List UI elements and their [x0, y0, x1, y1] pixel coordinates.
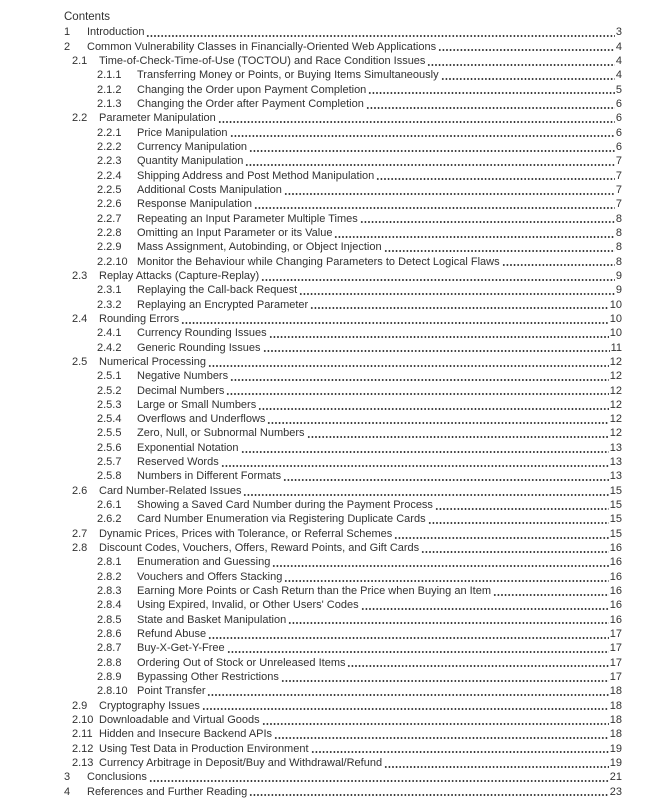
toc-leader-dots: [230, 379, 609, 381]
toc-entry: [64, 398, 622, 412]
toc-entry-number: 2.2.5: [97, 183, 122, 196]
toc-entry-title: Point Transfer: [137, 685, 206, 698]
toc-entry: [64, 656, 622, 670]
toc-entry-page: 12: [609, 398, 622, 411]
toc-leader-dots: [310, 307, 609, 309]
toc-entry-page: 17: [609, 642, 622, 655]
toc-entry: [64, 68, 622, 82]
toc-entry: [64, 441, 622, 455]
toc-entry-page: 13: [609, 470, 622, 483]
toc-entry-page: 23: [609, 785, 622, 798]
toc-entry: [64, 83, 622, 97]
toc-entry: [64, 97, 622, 111]
toc-leader-dots: [394, 537, 609, 539]
toc-entry-title: Transferring Money or Points, or Buying Items Simultaneously: [137, 69, 439, 82]
toc-entry-number: 2.2.2: [97, 140, 122, 153]
toc-leader-dots: [384, 250, 615, 252]
toc-entry-page: 5: [615, 83, 622, 96]
toc-entry-title: References and Further Reading: [87, 785, 248, 798]
toc-entry: [64, 484, 622, 498]
toc-leader-dots: [241, 451, 609, 453]
toc-entry-page: 4: [615, 69, 622, 82]
toc-leader-dots: [243, 494, 608, 496]
toc-leader-dots: [493, 594, 609, 596]
toc-entry-number: 2.8.9: [97, 671, 122, 684]
toc-entry-number: 2.4: [72, 312, 88, 325]
toc-leader-dots: [427, 64, 614, 66]
toc-entry-number: 2.6: [72, 484, 88, 497]
toc-entry: [64, 212, 622, 226]
toc-entry-page: 12: [609, 384, 622, 397]
toc-entry-page: 7: [615, 155, 622, 168]
toc-entry-number: 2.5.6: [97, 441, 122, 454]
toc-leader-dots: [347, 665, 608, 667]
toc-leader-dots: [435, 508, 609, 510]
toc-entry-title: Numbers in Different Formats: [137, 470, 282, 483]
toc-entry: [64, 713, 622, 727]
toc-entry-title: Vouchers and Offers Stacking: [137, 570, 283, 583]
toc-entry-page: 12: [609, 355, 622, 368]
toc-entry: [64, 527, 622, 541]
toc-entry-page: 15: [609, 499, 622, 512]
toc-entry-page: 21: [609, 771, 622, 784]
toc-entry-number: 2.5.5: [97, 427, 122, 440]
toc-entry-title: Reserved Words: [137, 456, 219, 469]
toc-entry-title: Currency Rounding Issues: [137, 327, 267, 340]
toc-leader-dots: [288, 622, 609, 624]
toc-entry-page: 13: [609, 456, 622, 469]
toc-entry-page: 12: [609, 413, 622, 426]
toc-leader-dots: [307, 436, 609, 438]
toc-entry-title: Enumeration and Guessing: [137, 556, 271, 569]
toc-leader-dots: [208, 637, 609, 639]
toc-leader-dots: [181, 322, 609, 324]
toc-entry: [64, 727, 622, 741]
toc-leader-dots: [274, 737, 609, 739]
toc-entry: [64, 455, 622, 469]
toc-entry: [64, 25, 622, 39]
toc-entry-number: 2.5.4: [97, 413, 122, 426]
toc-entry-page: 9: [615, 284, 622, 297]
toc-entry: [64, 384, 622, 398]
toc-entry-title: Dynamic Prices, Prices with Tolerance, or Referral Schemes: [99, 527, 393, 540]
toc-entry-title: Refund Abuse: [137, 628, 207, 641]
toc-entry-page: 9: [615, 269, 622, 282]
toc-entry: [64, 512, 622, 526]
toc-entry: [64, 140, 622, 154]
toc-entry-title: Buy-X-Get-Y-Free: [137, 642, 225, 655]
toc-leader-dots: [249, 150, 615, 152]
toc-entry: [64, 584, 622, 598]
toc-entry-page: 3: [615, 26, 622, 39]
toc-entry-title: Bypassing Other Restrictions: [137, 671, 279, 684]
toc-entry-number: 2.5.7: [97, 456, 122, 469]
toc-entry-page: 16: [609, 570, 622, 583]
toc-entry-page: 16: [609, 599, 622, 612]
toc-entry: [64, 412, 622, 426]
toc-entry-number: 2.2.1: [97, 126, 122, 139]
toc-entry-page: 8: [615, 255, 622, 268]
toc-entry: [64, 742, 622, 756]
toc-leader-dots: [245, 164, 614, 166]
toc-entry: [64, 426, 622, 440]
toc-entry-number: 2.5.3: [97, 398, 122, 411]
toc-entry-number: 3: [64, 771, 71, 784]
toc-entry-number: 2.6.2: [97, 513, 122, 526]
toc-leader-dots: [360, 221, 615, 223]
toc-leader-dots: [283, 479, 609, 481]
toc-entry-title: Cryptography Issues: [99, 699, 200, 712]
toc-entry-title: Showing a Saved Card Number during the Payment Process: [137, 499, 433, 512]
toc-entry-title: Decimal Numbers: [137, 384, 225, 397]
toc-entry: [64, 269, 622, 283]
toc-entry-title: Shipping Address and Post Method Manipulation: [137, 169, 375, 182]
toc-entry-number: 2.8: [72, 542, 88, 555]
toc-leader-dots: [227, 651, 609, 653]
toc-entry-title: Common Vulnerability Classes in Financially-Oriented Web Applications: [87, 40, 437, 53]
toc-entry-title: Earning More Points or Cash Return than the Price when Buying an Item: [137, 585, 492, 598]
toc-entry: [64, 598, 622, 612]
toc-leader-dots: [221, 465, 609, 467]
toc-entry-number: 2.1.1: [97, 69, 122, 82]
toc-entry-page: 8: [615, 226, 622, 239]
toc-entry: [64, 684, 622, 698]
toc-leader-dots: [438, 49, 615, 51]
toc-leader-dots: [249, 794, 609, 796]
toc-entry-title: Overflows and Underflows: [137, 413, 266, 426]
toc-entry: [64, 369, 622, 383]
toc-entry-title: Exponential Notation: [137, 441, 239, 454]
toc-entry-page: 16: [609, 556, 622, 569]
toc-entry-number: 2.2.6: [97, 198, 122, 211]
toc-entry-page: 17: [609, 671, 622, 684]
toc-entry-number: 2.10: [72, 714, 94, 727]
toc-entry-title: Hidden and Insecure Backend APIs: [99, 728, 273, 741]
toc-leader-dots: [272, 565, 608, 567]
toc-leader-dots: [311, 751, 609, 753]
toc-entry-title: Using Expired, Invalid, or Other Users' Codes: [137, 599, 359, 612]
toc-entry: [64, 154, 622, 168]
toc-entry: [64, 54, 622, 68]
toc-entry-page: 15: [609, 527, 622, 540]
toc-entry-page: 8: [615, 212, 622, 225]
toc-entry-number: 2: [64, 40, 71, 53]
toc-entry-title: Price Manipulation: [137, 126, 228, 139]
toc-entry-title: Currency Arbitrage in Deposit/Buy and Withdrawal/Refund: [99, 757, 383, 770]
toc-entry-page: 16: [609, 613, 622, 626]
toc-entry-number: 2.2.3: [97, 155, 122, 168]
toc-entry-number: 2.2.8: [97, 226, 122, 239]
toc-leader-dots: [384, 766, 609, 768]
toc-entry-number: 2.8.4: [97, 599, 122, 612]
toc-entry-title: Repeating an Input Parameter Multiple Times: [137, 212, 358, 225]
toc-entry-number: 2.5.2: [97, 384, 122, 397]
toc-entry-title: Monitor the Behaviour while Changing Parameters to Detect Logical Flaws: [137, 255, 500, 268]
toc-entry-number: 2.9: [72, 699, 88, 712]
toc-entry-number: 2.2.9: [97, 241, 122, 254]
toc-entry-page: 10: [609, 312, 622, 325]
toc-leader-dots: [366, 107, 615, 109]
toc-entry-title: Replaying an Encrypted Parameter: [137, 298, 309, 311]
toc-entry-number: 2.5.8: [97, 470, 122, 483]
toc-entry-number: 2.4.2: [97, 341, 122, 354]
toc-entry-number: 2.2: [72, 112, 88, 125]
toc-entry: [64, 312, 622, 326]
toc-entry-number: 2.12: [72, 742, 94, 755]
toc-entry-page: 15: [609, 484, 622, 497]
toc-entry-title: Card Number-Related Issues: [99, 484, 242, 497]
toc-leader-dots: [299, 293, 615, 295]
toc-entry: [64, 555, 622, 569]
toc-entry-page: 7: [615, 183, 622, 196]
toc-leader-dots: [149, 780, 609, 782]
toc-entry-page: 12: [609, 427, 622, 440]
toc-entry-title: Replaying the Call-back Request: [137, 284, 298, 297]
toc-entry-number: 2.8.1: [97, 556, 122, 569]
toc-entry-page: 17: [609, 628, 622, 641]
toc-entry: [64, 627, 622, 641]
toc-entry: [64, 785, 622, 799]
toc-entry-page: 19: [609, 742, 622, 755]
toc-leader-dots: [361, 608, 609, 610]
toc-entry-number: 2.8.7: [97, 642, 122, 655]
toc-entry-page: 19: [609, 757, 622, 770]
toc-entry: [64, 298, 622, 312]
toc-entry-title: Downloadable and Virtual Goods: [99, 714, 260, 727]
toc-entry: [64, 541, 622, 555]
toc-entry-title: State and Basket Manipulation: [137, 613, 287, 626]
toc-entry: [64, 341, 622, 355]
toc-leader-dots: [502, 264, 615, 266]
toc-entry-title: Numerical Processing: [99, 355, 206, 368]
toc-entry: [64, 699, 622, 713]
toc-entry-page: 6: [615, 112, 622, 125]
toc-entry-page: 18: [609, 714, 622, 727]
toc-entry-number: 2.8.8: [97, 656, 122, 669]
toc-entry-number: 2.1.3: [97, 97, 122, 110]
toc-leader-dots: [269, 336, 609, 338]
toc-entry-title: Quantity Manipulation: [137, 155, 244, 168]
toc-entry-number: 2.13: [72, 757, 94, 770]
toc-entry-title: Large or Small Numbers: [137, 398, 257, 411]
toc-leader-dots: [428, 522, 609, 524]
toc-leader-dots: [263, 350, 610, 352]
toc-entry-page: 18: [609, 699, 622, 712]
toc-entry-title: Additional Costs Manipulation: [137, 183, 282, 196]
toc-entry-number: 2.8.2: [97, 570, 122, 583]
toc-entry-page: 18: [609, 728, 622, 741]
toc-entry-number: 2.8.6: [97, 628, 122, 641]
toc-entry: [64, 255, 622, 269]
toc-leader-dots: [202, 708, 609, 710]
toc-entry-page: 12: [609, 370, 622, 383]
toc-entry-number: 2.6.1: [97, 499, 122, 512]
contents-heading: Contents: [64, 11, 111, 23]
toc-entry-title: Currency Manipulation: [137, 140, 248, 153]
toc-entry-number: 2.1.2: [97, 83, 122, 96]
toc-entry-title: Ordering Out of Stock or Unreleased Items: [137, 656, 346, 669]
toc-entry-page: 7: [615, 198, 622, 211]
toc-leader-dots: [207, 694, 608, 696]
toc-entry-title: Conclusions: [87, 771, 147, 784]
toc-entry-number: 2.2.7: [97, 212, 122, 225]
toc-entry-title: Time-of-Check-Time-of-Use (TOCTOU) and Race Condition Issues: [99, 54, 426, 67]
toc-entry: [64, 111, 622, 125]
toc-entry-page: 10: [609, 298, 622, 311]
toc-entry: [64, 469, 622, 483]
toc-leader-dots: [218, 121, 615, 123]
toc-entry-title: Replay Attacks (Capture-Replay): [99, 269, 260, 282]
toc-entry-number: 2.3.2: [97, 298, 122, 311]
toc-entry-page: 13: [609, 441, 622, 454]
toc-entry-number: 2.3.1: [97, 284, 122, 297]
toc-entry: [64, 197, 622, 211]
toc-leader-dots: [376, 178, 615, 180]
toc-entry-number: 2.3: [72, 269, 88, 282]
toc-entry-page: 16: [609, 585, 622, 598]
toc-leader-dots: [208, 365, 609, 367]
toc-entry: [64, 169, 622, 183]
toc-entry: [64, 613, 622, 627]
toc-entry-page: 15: [609, 513, 622, 526]
toc-entry-title: Rounding Errors: [99, 312, 180, 325]
toc-entry-title: Parameter Manipulation: [99, 112, 216, 125]
toc-entry-page: 16: [609, 542, 622, 555]
toc-entry: [64, 226, 622, 240]
toc-leader-dots: [267, 422, 608, 424]
toc-entry-title: Changing the Order after Payment Completion: [137, 97, 364, 110]
toc-leader-dots: [261, 279, 615, 281]
toc-entry-page: 6: [615, 126, 622, 139]
toc-entry-page: 6: [615, 140, 622, 153]
toc-leader-dots: [230, 135, 615, 137]
toc-entry-title: Omitting an Input Parameter or its Value: [137, 226, 333, 239]
toc-entry-title: Zero, Null, or Subnormal Numbers: [137, 427, 305, 440]
toc-leader-dots: [284, 580, 608, 582]
toc-leader-dots: [254, 207, 615, 209]
toc-entry-page: 17: [609, 656, 622, 669]
toc-entry-number: 1: [64, 26, 71, 39]
toc-leader-dots: [441, 78, 615, 80]
toc-entry-title: Introduction: [87, 26, 145, 39]
toc-entry: [64, 240, 622, 254]
toc-entry-title: Changing the Order upon Payment Completion: [137, 83, 367, 96]
toc-entry-page: 10: [609, 327, 622, 340]
toc-entry-number: 2.8.5: [97, 613, 122, 626]
toc-entry: [64, 126, 622, 140]
toc-entry-number: 2.8.10: [97, 685, 128, 698]
toc-entry-title: Card Number Enumeration via Registering Duplicate Cards: [137, 513, 426, 526]
toc-entry-number: 2.4.1: [97, 327, 122, 340]
toc-entry: [64, 498, 622, 512]
toc-entry-number: 4: [64, 785, 71, 798]
toc-entry: [64, 756, 622, 770]
toc-leader-dots: [262, 723, 609, 725]
toc-entry: [64, 355, 622, 369]
toc-leader-dots: [334, 236, 614, 238]
toc-entry: [64, 326, 622, 340]
toc-entry: [64, 770, 622, 784]
toc-leader-dots: [146, 35, 614, 37]
toc-entry-page: 8: [615, 241, 622, 254]
toc-entry-title: Generic Rounding Issues: [137, 341, 261, 354]
toc-entry-title: Discount Codes, Vouchers, Offers, Reward Points, and Gift Cards: [99, 542, 420, 555]
toc-leader-dots: [258, 408, 609, 410]
toc-leader-dots: [421, 551, 609, 553]
toc-entry-number: 2.5.1: [97, 370, 122, 383]
toc-entry-title: Response Manipulation: [137, 198, 252, 211]
toc-entry: [64, 570, 622, 584]
toc-entry: [64, 641, 622, 655]
toc-entry-page: 4: [615, 40, 622, 53]
toc-entry-number: 2.1: [72, 54, 88, 67]
toc-entry-title: Using Test Data in Production Environment: [99, 742, 309, 755]
toc-entry-page: 6: [615, 97, 622, 110]
toc-entry-number: 2.2.10: [97, 255, 128, 268]
toc-entry-title: Negative Numbers: [137, 370, 229, 383]
toc-entry-page: 11: [610, 341, 622, 354]
toc-entry-number: 2.11: [72, 728, 93, 741]
toc-leader-dots: [284, 193, 615, 195]
toc-entry-page: 4: [615, 54, 622, 67]
toc-leader-dots: [368, 92, 615, 94]
toc-entry-number: 2.2.4: [97, 169, 122, 182]
toc-entry-title: Mass Assignment, Autobinding, or Object Injection: [137, 241, 382, 254]
toc-entry: [64, 283, 622, 297]
toc-entry: [64, 183, 622, 197]
toc-entry-page: 18: [609, 685, 622, 698]
toc-leader-dots: [226, 393, 608, 395]
toc-list: [64, 25, 622, 799]
toc-entry-number: 2.5: [72, 355, 88, 368]
toc-entry: [64, 670, 622, 684]
toc-entry-number: 2.8.3: [97, 585, 122, 598]
toc-entry-number: 2.7: [72, 527, 88, 540]
toc-leader-dots: [281, 680, 609, 682]
toc-entry-page: 7: [615, 169, 622, 182]
toc-entry: [64, 40, 622, 54]
